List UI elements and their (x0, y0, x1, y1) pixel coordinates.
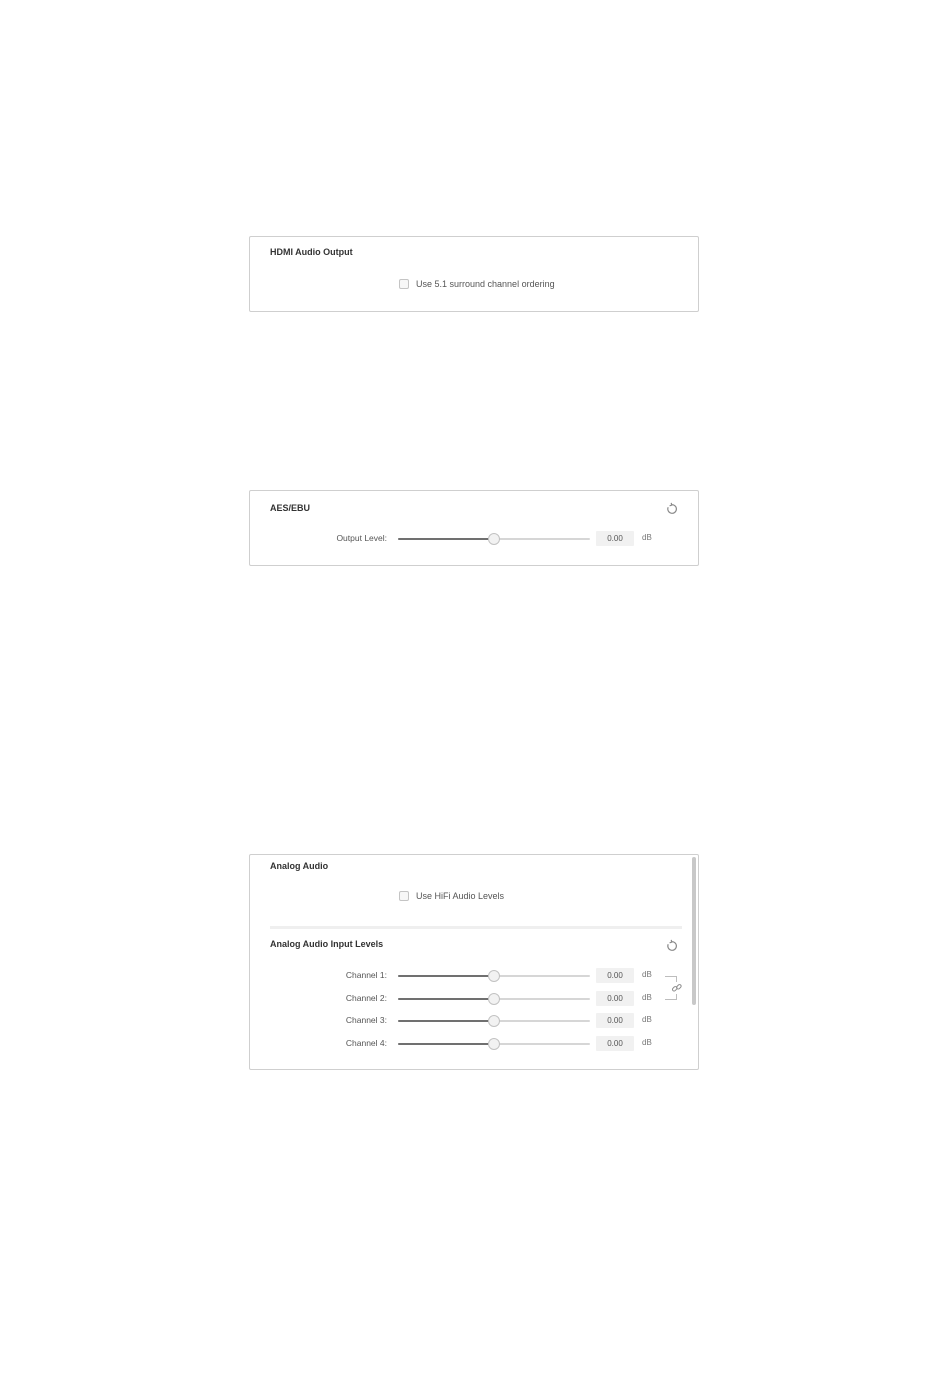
panel-title: Analog Audio (270, 861, 329, 871)
hifi-levels-checkbox[interactable] (399, 891, 409, 901)
channel-value[interactable]: 0.00 (596, 1036, 634, 1051)
input-levels-title: Analog Audio Input Levels (270, 939, 384, 949)
slider-fill (398, 538, 494, 540)
channel-value[interactable]: 0.00 (596, 991, 634, 1006)
unit-label: dB (642, 993, 652, 1002)
hdmi-audio-output-panel (249, 236, 699, 312)
checkbox-label: Use HiFi Audio Levels (416, 891, 505, 901)
surround-ordering-option[interactable] (399, 279, 555, 289)
channel-label: Channel 2: (345, 993, 387, 1003)
channel-slider[interactable] (398, 1020, 590, 1022)
scrollbar[interactable] (692, 857, 696, 1005)
slider-thumb[interactable] (488, 970, 500, 982)
slider-fill (398, 998, 494, 1000)
channel-slider[interactable] (398, 975, 590, 977)
slider-fill (398, 1020, 494, 1022)
link-icon[interactable] (671, 982, 683, 994)
channel-label: Channel 1: (345, 970, 387, 980)
unit-label: dB (642, 533, 652, 542)
analog-audio-panel (249, 854, 699, 1070)
unit-label: dB (642, 1038, 652, 1047)
reset-icon[interactable] (665, 502, 679, 516)
section-divider (270, 926, 682, 929)
hifi-levels-option[interactable] (399, 891, 504, 901)
output-level-slider[interactable] (398, 538, 590, 540)
channel-slider[interactable] (398, 998, 590, 1000)
channel-slider[interactable] (398, 1043, 590, 1045)
slider-thumb[interactable] (488, 533, 500, 545)
channel-value[interactable]: 0.00 (596, 968, 634, 983)
slider-thumb[interactable] (488, 993, 500, 1005)
slider-fill (398, 1043, 494, 1045)
reset-icon[interactable] (665, 939, 679, 953)
channel-row (250, 968, 699, 984)
slider-thumb[interactable] (488, 1015, 500, 1027)
channel-value[interactable]: 0.00 (596, 1013, 634, 1028)
output-level-label: Output Level: (336, 533, 387, 543)
channel-label: Channel 4: (345, 1038, 387, 1048)
output-level-value[interactable]: 0.00 (596, 531, 634, 546)
channel-label: Channel 3: (345, 1015, 387, 1025)
output-level-row (250, 531, 700, 547)
surround-ordering-checkbox[interactable] (399, 279, 409, 289)
panel-title: HDMI Audio Output (270, 247, 353, 257)
channel-row (250, 1036, 699, 1052)
unit-label: dB (642, 970, 652, 979)
checkbox-label: Use 5.1 surround channel ordering (416, 279, 555, 289)
slider-thumb[interactable] (488, 1038, 500, 1050)
aes-ebu-panel (249, 490, 699, 566)
unit-label: dB (642, 1015, 652, 1024)
slider-fill (398, 975, 494, 977)
channel-row (250, 1013, 699, 1029)
panel-title: AES/EBU (270, 503, 311, 513)
channel-row (250, 991, 699, 1007)
